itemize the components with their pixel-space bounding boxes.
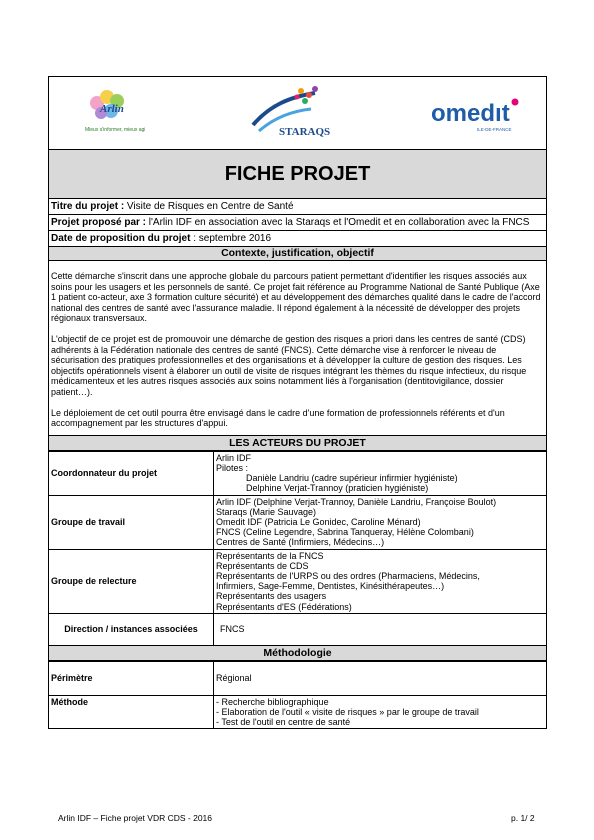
proposed-by-label: Projet proposé par : bbox=[51, 217, 147, 228]
staraqs-logo bbox=[245, 83, 345, 141]
footer-page-number: p. 1/ 2 bbox=[511, 813, 535, 823]
list-item: Représentants d'ES (Fédérations) bbox=[216, 601, 352, 612]
table-row bbox=[49, 495, 547, 549]
list-item: - Test de l'outil en centre de santé bbox=[216, 717, 351, 728]
proposal-date-value: : septembre 2016 bbox=[190, 233, 272, 244]
table-row bbox=[49, 613, 547, 645]
svg-text:Mieux s'informer, mieux agir: Mieux s'informer, mieux agir bbox=[85, 127, 145, 133]
project-title-row bbox=[48, 199, 547, 215]
coordinator-cell bbox=[214, 451, 547, 495]
omedit-wordmark-icon bbox=[431, 95, 543, 135]
context-paragraph: Cette démarche s'inscrit dans une approche globale du parcours patient permettant d'identifier les risques associés aux soins pour les usagers et les personnels de santé. Ce projet fait référence au Programme National de Santé Publique (Axe 1 patient co-acteur, axe 3 formation culture sécurité) et au développement des démarches qualité dans le cadre de l'accord national des centres de santé avec l'assurance maladie. Il répond également à la nécessité de développer des projets régionaux transversaux. bbox=[51, 271, 541, 324]
scope-label: Périmètre bbox=[49, 661, 214, 695]
list-item: Danièle Landriu (cadre supérieur infirmier hygiéniste) bbox=[246, 473, 458, 484]
coordinator-label: Coordonnateur du projet bbox=[49, 451, 214, 495]
omedit-logo bbox=[431, 95, 543, 135]
context-section bbox=[48, 261, 547, 436]
list-item: Delphine Verjat-Trannoy (praticien hygiéniste) bbox=[246, 483, 429, 494]
list-item: Omedit IDF (Patricia Le Gonidec, Caroline Ménard) bbox=[216, 516, 421, 527]
list-item: Infirmiers, Sage-Femme, Dentistes, Kinésithérapeutes…) bbox=[216, 581, 445, 592]
page-title: FICHE PROJET bbox=[48, 149, 547, 199]
method-cell bbox=[214, 695, 547, 729]
method-label: Méthode bbox=[49, 695, 214, 729]
list-item: Arlin IDF bbox=[216, 452, 252, 463]
actors-table bbox=[48, 451, 547, 646]
proposed-by-row bbox=[48, 215, 547, 231]
methodology-heading: Méthodologie bbox=[48, 646, 547, 661]
svg-text:STARAQS: STARAQS bbox=[279, 126, 331, 138]
list-item: - Elaboration de l'outil « visite de risques » par le groupe de travail bbox=[216, 706, 479, 717]
context-heading: Contexte, justification, objectif bbox=[48, 247, 547, 261]
context-paragraph: Le déploiement de cet outil pourra être envisagé dans le cadre d'une formation de professionnels référents et d'un accompagnement par les structures d'appui. bbox=[51, 407, 505, 429]
list-item: Représentants de CDS bbox=[216, 560, 309, 571]
proposal-date-row bbox=[48, 231, 547, 247]
arlin-emblem-icon bbox=[75, 85, 145, 137]
list-item: Arlin IDF (Delphine Verjat-Trannoy, Danièle Landriu, Françoise Boulot) bbox=[216, 496, 497, 507]
table-row bbox=[49, 695, 547, 729]
scope-value: Régional bbox=[214, 661, 547, 695]
project-title-value: Visite de Risques en Centre de Santé bbox=[124, 201, 294, 212]
svg-text:ILE-DE-FRANCE: ILE-DE-FRANCE bbox=[477, 127, 512, 132]
footer-left: Arlin IDF – Fiche projet VDR CDS - 2016 bbox=[58, 813, 212, 823]
arlin-logo bbox=[75, 85, 145, 137]
svg-text:Arlin: Arlin bbox=[100, 103, 124, 115]
workgroup-label: Groupe de travail bbox=[49, 495, 214, 549]
table-row bbox=[49, 661, 547, 695]
staraqs-swoosh-icon bbox=[245, 83, 345, 141]
context-paragraph: L'objectif de ce projet est de promouvoir une démarche de gestion des risques a priori dans les centres de santé (CDS) adhérents à la Fédération nationale des centres de santé (FNCS). Cette démarche vise à renforcer le niveau de sécurisation des pratiques professionnelles et des organisations et à développer la culture de gestion des risques. Les objectifs opérationnels visent à élaborer un outil de visite de risques intégrant les thèmes du risque infectieux, du risque médicamenteux et les autres risques associés aux soins notamment liés à l'organisation (dentitovigilance, dossier patient…). bbox=[51, 333, 527, 397]
logo-band bbox=[48, 76, 547, 149]
direction-value: FNCS bbox=[214, 613, 547, 645]
list-item: Représentants de l'URPS ou des ordres (Pharmaciens, Médecins, bbox=[216, 570, 480, 581]
workgroup-cell bbox=[214, 495, 547, 549]
list-item: Staraqs (Marie Sauvage) bbox=[216, 506, 317, 517]
list-item: Pilotes : bbox=[216, 462, 249, 473]
table-row bbox=[49, 451, 547, 495]
proposed-by-value: l'Arlin IDF en association avec la Staraqs et l'Omedit et en collaboration avec la FNCS bbox=[146, 217, 530, 228]
list-item: Représentants de la FNCS bbox=[216, 550, 324, 561]
list-item: FNCS (Celine Legendre, Sabrina Tanqueray, Hélène Colombani) bbox=[216, 527, 474, 538]
document-page bbox=[48, 76, 547, 729]
methodology-table bbox=[48, 661, 547, 730]
table-row bbox=[49, 549, 547, 613]
list-item: - Recherche bibliographique bbox=[216, 696, 329, 707]
project-title-label: Titre du projet : bbox=[51, 201, 125, 212]
svg-text:omedıt: omedıt bbox=[431, 100, 510, 127]
actors-heading: LES ACTEURS DU PROJET bbox=[48, 436, 547, 451]
list-item: Représentants des usagers bbox=[216, 591, 327, 602]
proposal-date-label: Date de proposition du projet bbox=[51, 233, 191, 244]
list-item: Centres de Santé (Infirmiers, Médecins…) bbox=[216, 537, 385, 548]
direction-label: Direction / instances associées bbox=[49, 613, 214, 645]
review-group-cell bbox=[214, 549, 547, 613]
review-group-label: Groupe de relecture bbox=[49, 549, 214, 613]
